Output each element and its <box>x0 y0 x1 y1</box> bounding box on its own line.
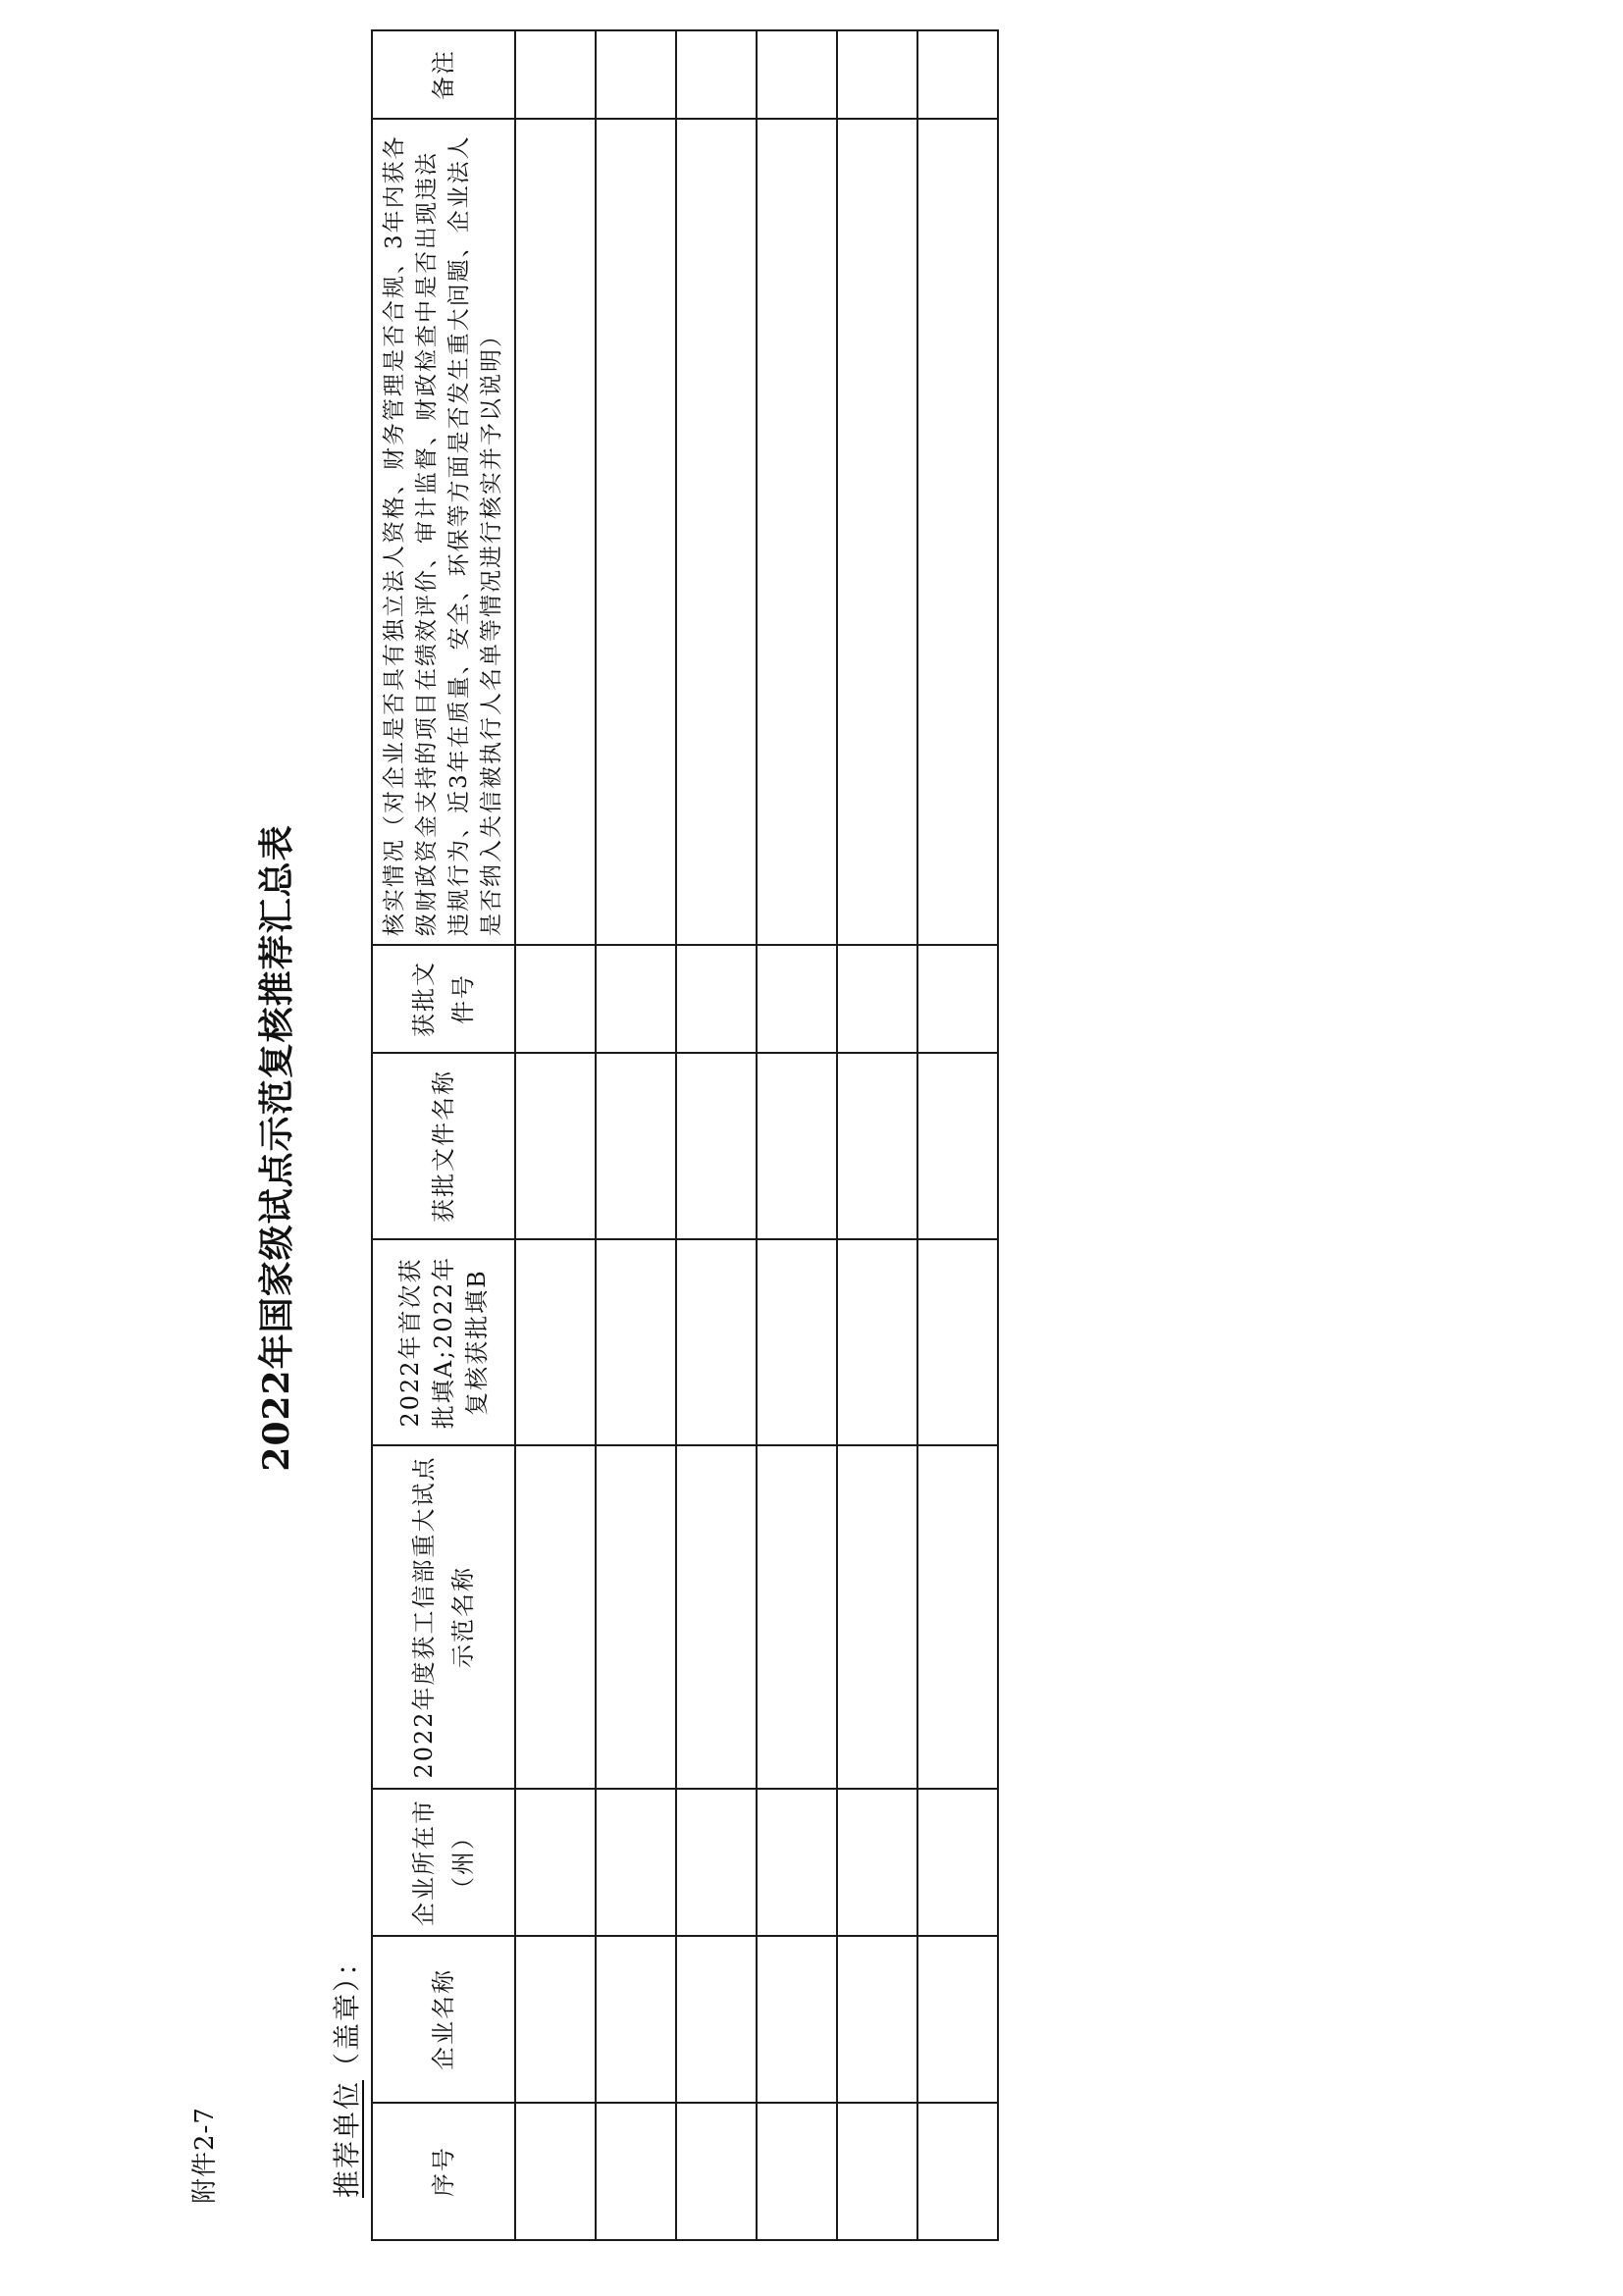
cell-demo-name[interactable] <box>917 1445 998 1789</box>
table-row <box>917 30 998 2240</box>
cell-approval-doc-no[interactable] <box>596 945 676 1053</box>
header-demo-name: 2022年度获工信部重大试点示范名称 <box>372 1445 515 1789</box>
table-row <box>676 30 757 2240</box>
header-seq: 序号 <box>372 2103 515 2240</box>
recommending-unit-label: 推荐单位 <box>331 2079 363 2198</box>
header-company-name: 企业名称 <box>372 1936 515 2103</box>
cell-approval-type[interactable] <box>757 1239 837 1445</box>
header-company-city: 企业所在市（州） <box>372 1789 515 1936</box>
header-approval-doc-no: 获批文件号 <box>372 945 515 1053</box>
cell-approval-type[interactable] <box>596 1239 676 1445</box>
cell-company-city[interactable] <box>515 1789 596 1936</box>
header-approval-doc-name: 获批文件名称 <box>372 1053 515 1239</box>
cell-company-name[interactable] <box>917 1936 998 2103</box>
recommending-unit-line <box>326 1947 365 2198</box>
summary-table <box>371 29 999 2241</box>
cell-company-city[interactable] <box>757 1789 837 1936</box>
table-row <box>596 30 676 2240</box>
cell-approval-doc-name[interactable] <box>515 1053 596 1239</box>
cell-company-city[interactable] <box>596 1789 676 1936</box>
cell-remarks[interactable] <box>757 30 837 119</box>
cell-approval-doc-name[interactable] <box>757 1053 837 1239</box>
cell-company-city[interactable] <box>676 1789 757 1936</box>
cell-verification[interactable] <box>676 119 757 945</box>
cell-company-name[interactable] <box>596 1936 676 2103</box>
cell-demo-name[interactable] <box>596 1445 676 1789</box>
cell-company-city[interactable] <box>837 1789 917 1936</box>
cell-verification[interactable] <box>917 119 998 945</box>
cell-seq[interactable] <box>757 2103 837 2240</box>
cell-approval-doc-name[interactable] <box>596 1053 676 1239</box>
attachment-label: 附件2-7 <box>190 2107 220 2204</box>
cell-remarks[interactable] <box>515 30 596 119</box>
cell-seq[interactable] <box>917 2103 998 2240</box>
cell-verification[interactable] <box>837 119 917 945</box>
cell-approval-doc-no[interactable] <box>757 945 837 1053</box>
cell-approval-doc-no[interactable] <box>837 945 917 1053</box>
table-row <box>515 30 596 2240</box>
cell-company-name[interactable] <box>837 1936 917 2103</box>
cell-seq[interactable] <box>515 2103 596 2240</box>
stamp-note: （盖章）： <box>331 1946 363 2080</box>
cell-demo-name[interactable] <box>757 1445 837 1789</box>
cell-company-name[interactable] <box>676 1936 757 2103</box>
cell-approval-type[interactable] <box>515 1239 596 1445</box>
cell-approval-doc-name[interactable] <box>676 1053 757 1239</box>
cell-demo-name[interactable] <box>676 1445 757 1789</box>
cell-approval-doc-no[interactable] <box>515 945 596 1053</box>
cell-seq[interactable] <box>837 2103 917 2240</box>
cell-verification[interactable] <box>757 119 837 945</box>
header-remarks: 备注 <box>372 30 515 119</box>
cell-verification[interactable] <box>515 119 596 945</box>
cell-seq[interactable] <box>596 2103 676 2240</box>
header-verification: 核实情况（对企业是否具有独立法人资格、财务管理是否合规、3年内获各级财政资金支持的项目在绩效评价、审计监督、财政检查中是否出现违法违规行为、近3年在质量、安全、环保等方面是否发生重大问题、企业法人是否纳入失信被执行人名单等情况进行核实并予以说明） <box>372 119 515 945</box>
cell-approval-doc-name[interactable] <box>837 1053 917 1239</box>
page-title: 2022年国家级试点示范复核推荐汇总表 <box>256 824 297 1472</box>
table-row <box>837 30 917 2240</box>
cell-demo-name[interactable] <box>515 1445 596 1789</box>
cell-verification[interactable] <box>596 119 676 945</box>
cell-remarks[interactable] <box>676 30 757 119</box>
cell-remarks[interactable] <box>596 30 676 119</box>
cell-approval-doc-no[interactable] <box>917 945 998 1053</box>
table-row <box>757 30 837 2240</box>
cell-approval-type[interactable] <box>676 1239 757 1445</box>
cell-company-name[interactable] <box>515 1936 596 2103</box>
cell-approval-type[interactable] <box>917 1239 998 1445</box>
cell-remarks[interactable] <box>917 30 998 119</box>
cell-approval-type[interactable] <box>837 1239 917 1445</box>
header-approval-type: 2022年首次获批填A;2022年复核获批填B <box>372 1239 515 1445</box>
cell-seq[interactable] <box>676 2103 757 2240</box>
cell-approval-doc-name[interactable] <box>917 1053 998 1239</box>
table-header-row <box>372 30 515 2240</box>
cell-remarks[interactable] <box>837 30 917 119</box>
cell-company-name[interactable] <box>757 1936 837 2103</box>
cell-approval-doc-no[interactable] <box>676 945 757 1053</box>
cell-demo-name[interactable] <box>837 1445 917 1789</box>
cell-company-city[interactable] <box>917 1789 998 1936</box>
